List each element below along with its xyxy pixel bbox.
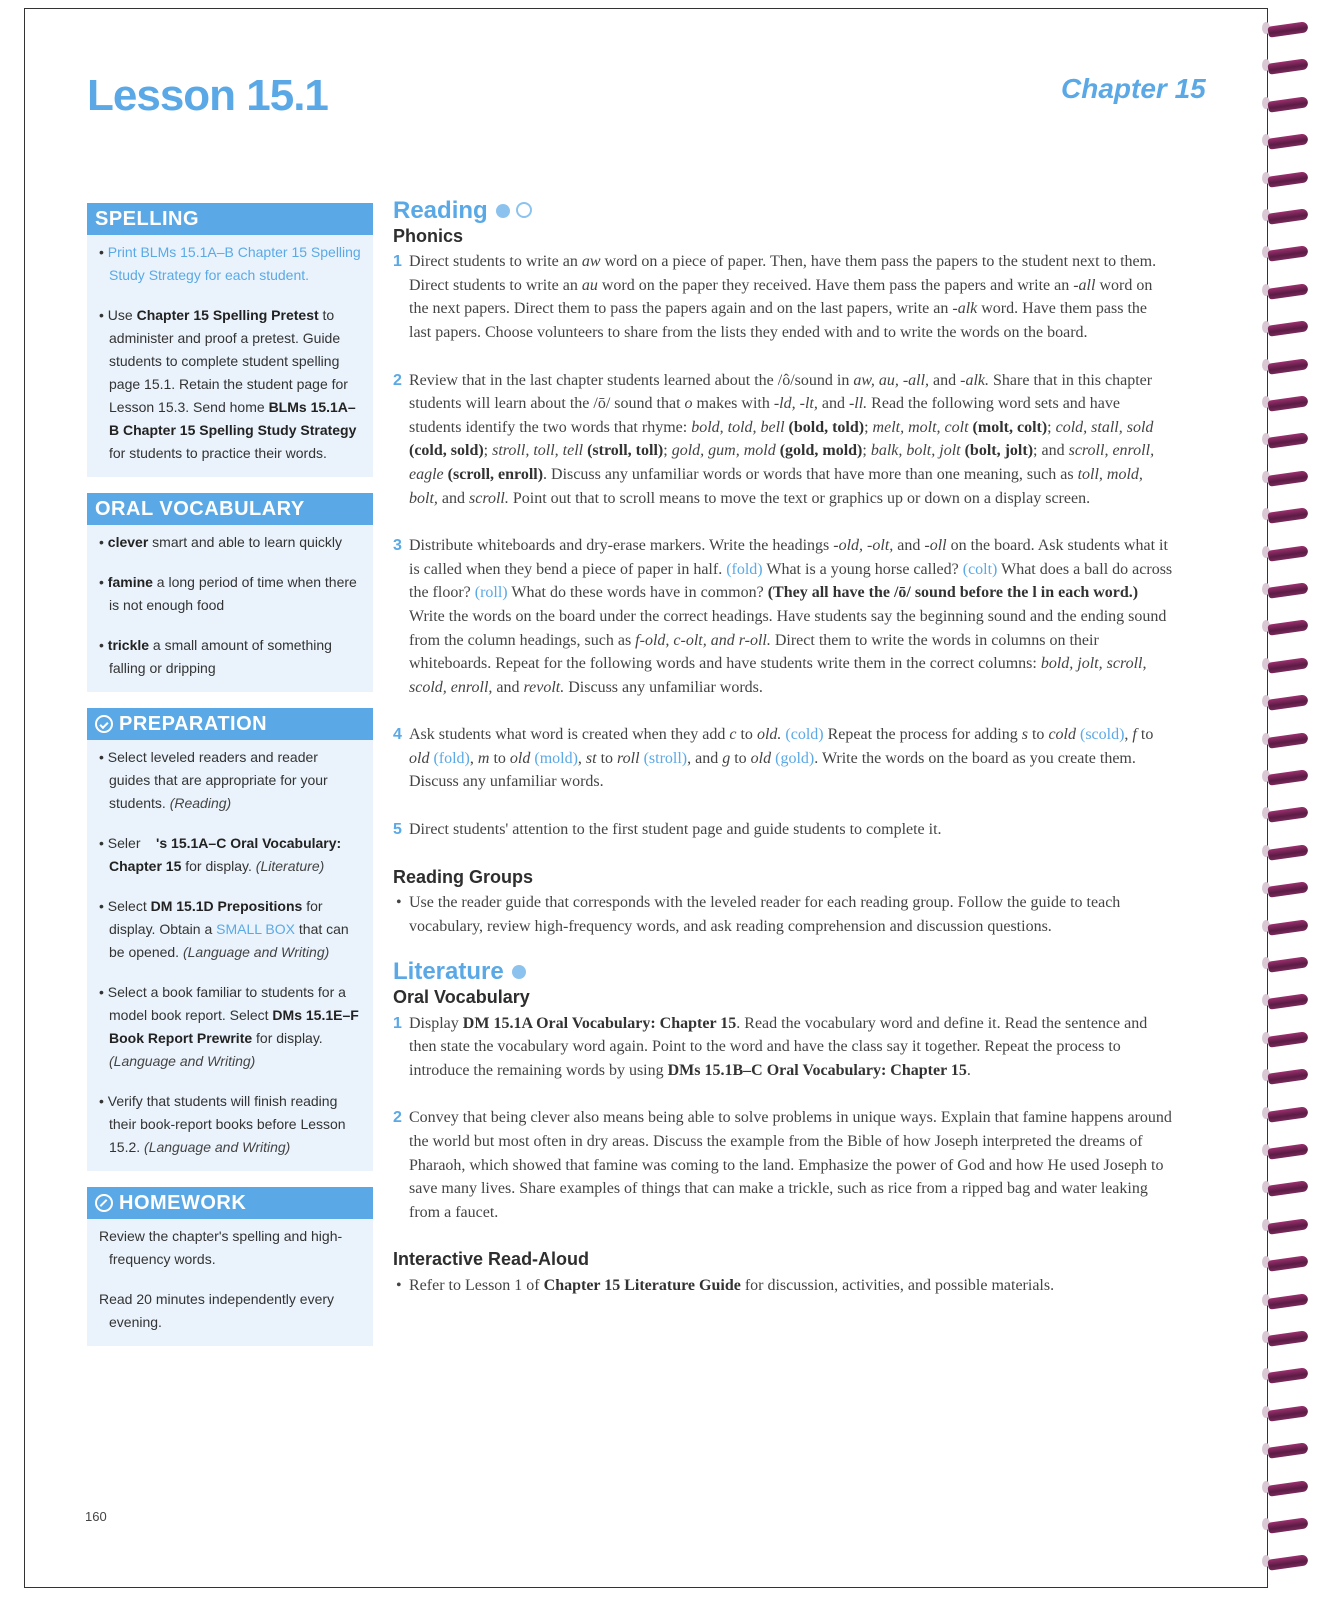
phonics-heading: Phonics (393, 225, 464, 246)
preparation-item: • Seler 's 15.1A–C Oral Vocabulary: Chapter 15 for display. (Literature) (99, 835, 342, 874)
binding-ring (1262, 242, 1312, 264)
binding-ring (1262, 130, 1312, 152)
reading-heading: Reading (393, 199, 1173, 223)
phonics-step: 4 Ask students what word is created when they add c to old. (cold) Repeat the process for adding s to cold (scold), f to old (fold), m to old (mold), st to roll (stroll), and g to old (gold). Write the words on the board as you create them. Discuss any unfamiliar words. (393, 726, 1154, 791)
binding-ring (1262, 1290, 1312, 1312)
vocab-item: • trickle a small amount of something falling or dripping (99, 637, 332, 676)
binding-ring (1262, 1514, 1312, 1536)
binding-ring (1262, 429, 1312, 451)
phonics-step: 2 Review that in the last chapter students learned about the /ô/sound in aw, au, -all, and -alk. Share that in this chapter students will learn about the /ō/ sound that o makes with -ld, -lt, and -ll. Read the following word sets and have students identify the two words that rhyme: bold, told, bell (bold, told); melt, molt, colt (molt, colt); cold, stall, sold (cold, sold); stroll, toll, tell (stroll, toll); gold, gum, mold (gold, mold); balk, bolt, jolt (bolt, jolt); and scroll, enroll, eagle (scroll, enroll). Discuss any unfamiliar words or words that have more than one meaning, such as toll, mold, bolt, and scroll. Point out that to scroll means to move the text or graphics up or down on a display screen. (393, 371, 1155, 507)
pencil-icon (516, 202, 532, 218)
binding-ring (1262, 579, 1312, 601)
binding-ring (1262, 916, 1312, 938)
binding-ring (1262, 1065, 1312, 1087)
main-content (393, 199, 1173, 1312)
binding-ring (1262, 1402, 1312, 1424)
binding-ring (1262, 317, 1312, 339)
binding-ring (1262, 1028, 1312, 1050)
homework-section (87, 1187, 373, 1346)
hand-icon (512, 965, 526, 979)
book-page (24, 8, 1268, 1588)
sidebar (87, 203, 373, 1362)
literature-step: 1 Display DM 15.1A Oral Vocabulary: Chapter 15. Read the vocabulary word and define it. Read the sentence and then state the vocabulary word again. Point to the word and have the class say it together. Repeat the process to introduce the remaining words by using DMs 15.1B–C Oral Vocabulary: Chapter 15. (393, 1014, 1148, 1079)
binding-ring (1262, 1177, 1312, 1199)
binding-ring (1262, 1477, 1312, 1499)
binding-ring (1262, 654, 1312, 676)
binding-ring (1262, 18, 1312, 40)
preparation-section (87, 708, 373, 1171)
binding-ring (1262, 355, 1312, 377)
lesson-title: Lesson 15.1 (87, 71, 328, 120)
preparation-item: • Select DM 15.1D Prepositions for display. Obtain a SMALL BOX that can be opened. (Language and Writing) (99, 898, 349, 960)
binding-ring (1262, 803, 1312, 825)
preparation-item: • Select a book familiar to students for a model book report. Select DMs 15.1E–F Book Report Prewrite for display. (Language and Writing) (99, 984, 359, 1069)
check-circle-icon (95, 715, 113, 733)
binding-ring (1262, 467, 1312, 489)
spelling-item: • Print BLMs 15.1A–B Chapter 15 Spelling Study Strategy for each student. (99, 244, 361, 283)
phonics-step: 3 Distribute whiteboards and dry-erase markers. Write the headings -old, -olt, and -oll on the board. Ask students what it is called when they bend a piece of paper in half. (fold) What is a young horse called? (colt) What does a ball do across the floor? (roll) What do these words have in common? (They all have the /ō/ sound before the l in each word.) Write the words on the board under the correct headings. Have students say the beginning sound and the ending sound from the column headings, such as f-old, c-olt, and r-oll. Direct them to write the words in columns on their whiteboards. Repeat for the following words and have students write them in the correct columns: bold, jolt, scroll, scold, enroll, and revolt. Discuss any unfamiliar words. (393, 537, 1173, 696)
homework-item: Read 20 minutes independently every evening. (99, 1291, 335, 1330)
spelling-section (87, 203, 373, 477)
binding-ring (1262, 616, 1312, 638)
binding-ring (1262, 280, 1312, 302)
preparation-item: • Select leveled readers and reader guides that are appropriate for your students. (Reading) (99, 749, 328, 811)
binding-ring (1262, 1252, 1312, 1274)
binding-ring (1262, 990, 1312, 1012)
phonics-step: 1 Direct students to write an aw word on a piece of paper. Then, have them pass the papers to the student next to them. Direct students to write an au word on the paper they received. Have them pass the papers and write an -all word on the next papers. Direct them to pass the papers again and on the last papers, write an -alk word. Have them pass the last papers. Choose volunteers to share from the lists they ended with and to write the words on the board. (393, 253, 1157, 341)
oral-vocabulary-heading: ORAL VOCABULARY (87, 493, 373, 525)
binding-ring (1262, 691, 1312, 713)
binding-ring (1262, 1140, 1312, 1162)
preparation-heading: PREPARATION (87, 708, 373, 740)
binding-ring (1262, 953, 1312, 975)
spelling-heading: SPELLING (87, 203, 373, 235)
hand-icon (496, 204, 510, 218)
spiral-binding (1262, 10, 1332, 1590)
binding-ring (1262, 1215, 1312, 1237)
reading-groups-item: • Use the reader guide that corresponds with the leveled reader for each reading group. Follow the guide to teach vocabulary, review high-frequency words, and ask reading comprehension and discussion questions. (393, 891, 1173, 938)
oral-vocabulary-section (87, 493, 373, 692)
binding-ring (1262, 542, 1312, 564)
binding-ring (1262, 504, 1312, 526)
vocab-item: • clever smart and able to learn quickly (99, 534, 343, 550)
preparation-item: • Verify that students will finish reading their book-report books before Lesson 15.2. (Language and Writing) (99, 1093, 346, 1155)
literature-heading: Literature (393, 960, 1173, 984)
binding-ring (1262, 168, 1312, 190)
binding-ring (1262, 1551, 1312, 1573)
binding-ring (1262, 93, 1312, 115)
binding-ring (1262, 878, 1312, 900)
binding-ring (1262, 1327, 1312, 1349)
homework-item: Review the chapter's spelling and high-frequency words. (99, 1228, 343, 1267)
oral-vocabulary-heading: Oral Vocabulary (393, 987, 530, 1008)
binding-ring (1262, 841, 1312, 863)
literature-step: 2 Convey that being clever also means being able to solve problems in unique ways. Explain that famine happens around the world but most often in dry areas. Discuss the example from the Bible of how Joseph interpreted the dreams of Pharaoh, which showed that famine was coming to the land. Emphasize the power of God and how He used Joseph to save many lives. Share examples of things that can make a trickle, such as rice from a ripped bag and water leaking from a faucet. (393, 1109, 1172, 1221)
read-aloud-item: • Refer to Lesson 1 of Chapter 15 Literature Guide for discussion, activities, and possible materials. (393, 1274, 1173, 1298)
binding-ring (1262, 205, 1312, 227)
phonics-step: 5 Direct students' attention to the first student page and guide students to complete it. (393, 821, 942, 839)
binding-ring (1262, 766, 1312, 788)
binding-ring (1262, 55, 1312, 77)
chapter-title: Chapter 15 (1061, 73, 1206, 104)
pencil-icon (95, 1194, 113, 1212)
binding-ring (1262, 392, 1312, 414)
reading-groups-heading: Reading Groups (393, 866, 534, 887)
homework-heading: HOMEWORK (87, 1187, 373, 1219)
vocab-item: • famine a long period of time when there is not enough food (99, 574, 357, 613)
binding-ring (1262, 729, 1312, 751)
binding-ring (1262, 1439, 1312, 1461)
spelling-item: • Use Chapter 15 Spelling Pretest to administer and proof a pretest. Guide students to complete student spelling page 15.1. Retain the student page for Lesson 15.3. Send home BLMs 15.1A–B Chapter 15 Spelling Study Strategy for students to practice their words. (99, 307, 357, 461)
page-number: 160 (85, 1509, 107, 1524)
binding-ring (1262, 1364, 1312, 1386)
binding-ring (1262, 1103, 1312, 1125)
read-aloud-heading: Interactive Read-Aloud (393, 1249, 590, 1270)
